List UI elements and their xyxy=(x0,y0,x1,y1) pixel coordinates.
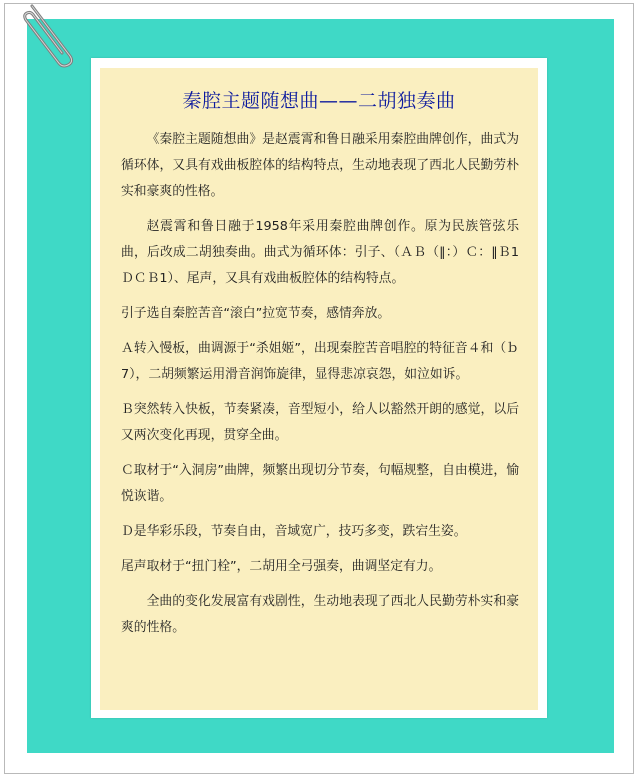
paper-sheet xyxy=(100,68,538,710)
paragraph-section-b: Ｂ突然转入快板，节奏紧凑，音型短小，给人以豁然开朗的感觉，以后又两次变化再现，贯穿全曲。 xyxy=(121,402,519,443)
paragraph-intro: 《秦腔主题随想曲》是赵震霄和鲁日融采用秦腔曲牌创作，曲式为循环体，又具有戏曲板腔体的结构特点，生动地表现了西北人民勤劳朴实和豪爽的性格。 xyxy=(121,132,519,199)
paragraph-section-a: Ａ转入慢板，曲调源于“杀姐姬”，出现秦腔苦音唱腔的特征音４和（ｂ7），二胡频繁运用滑音润饰旋律，显得悲凉哀怨，如泣如诉。 xyxy=(121,341,519,382)
paragraph-summary: 全曲的变化发展富有戏剧性，生动地表现了西北人民勤劳朴实和豪爽的性格。 xyxy=(121,594,519,635)
paragraph-coda: 尾声取材于“扭门栓”，二胡用全弓强奏，曲调坚定有力。 xyxy=(121,559,442,574)
document-body xyxy=(121,127,519,650)
paperclip-icon xyxy=(10,0,80,70)
paragraph-prelude: 引子选自秦腔苦音“滚白”拉宽节奏，感情奔放。 xyxy=(121,306,391,321)
paragraph-section-d: Ｄ是华彩乐段，节奏自由，音域宽广，技巧多变，跌宕生姿。 xyxy=(121,524,467,539)
document-title: 秦腔主题随想曲——二胡独奏曲 xyxy=(182,90,456,112)
paragraph-history: 赵震霄和鲁日融于1958年采用秦腔曲牌创作。原为民族管弦乐曲，后改成二胡独奏曲。曲式为循环体：引子、（ＡＢ（‖：）Ｃ：‖Ｂ1ＤＣＢ1）、尾声，又具有戏曲板腔体的结构特点。 xyxy=(121,219,519,286)
paragraph-section-c: Ｃ取材于“入洞房”曲牌，频繁出现切分节奏，句幅规整，自由模进，愉悦诙谐。 xyxy=(121,463,519,504)
